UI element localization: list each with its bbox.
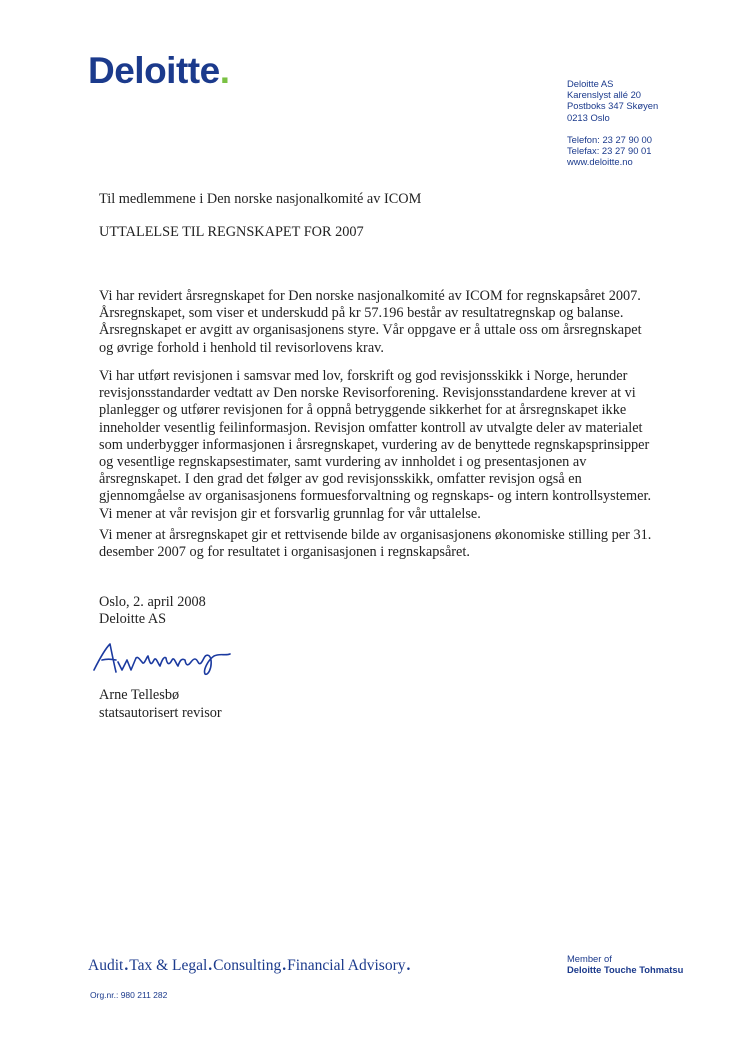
service-audit: Audit xyxy=(88,957,124,974)
paragraph-1: Vi har revidert årsregnskapet for Den norske nasjonalkomité av ICOM for regnskapsåret 2007. Årsregnskapet, som viser et underskudd på kr 57.196 består av resultatregnskap og balanse. Årsregnskapet er avgitt av organisasjonens styre. Vår oppgave er å uttale oss om årsregnskapet og øvrige forhold i henhold til revisorlovens krav. xyxy=(99,288,642,356)
recipient-line: Til medlemmene i Den norske nasjonalkomité av ICOM xyxy=(99,191,422,207)
member-of-label: Member of xyxy=(567,953,612,964)
firm-name: Deloitte AS xyxy=(99,611,167,627)
member-of-block xyxy=(567,953,683,975)
phone-line: Telefon: 23 27 90 00 xyxy=(567,133,652,145)
website-line: www.deloitte.no xyxy=(567,156,633,168)
address-line: 0213 Oslo xyxy=(567,111,610,123)
logo-dot: . xyxy=(219,50,230,91)
handwritten-signature xyxy=(90,640,260,685)
paragraph-2: Vi har utført revisjonen i samsvar med lov, forskrift og god revisjonsskikk i Norge, herunder revisjonsstandarder vedtatt av Den norske Revisorforening. Revisjonsstandardene krever at vi planlegger og utfører revisjonen for å oppnå betryggende sikkerhet for at årsregnskapet ikke inneholder vesentlig feilinformasjon. Revisjon omfatter kontroll av utvalgte deler av materialet som underbygger informasjonen i årsregnskapet, vurdering av de benyttede regnskapsprinsipper og vesentlige regnskapsestimater, samt vurdering av innholdet i og presentasjonen av årsregnskapet. I den grad det følger av god revisjonsskikk, omfatter revisjon også en gjennomgåelse av organisasjonens formuesforvaltning og regnskaps- og intern kontrollsystemer. Vi mener at vår revisjon gir et forsvarlig grunnlag for vår uttalelse. xyxy=(99,368,652,522)
place-date: Oslo, 2. april 2008 xyxy=(99,594,206,610)
logo-text: Deloitte xyxy=(88,50,220,91)
address-line: Karenslyst allé 20 xyxy=(567,89,641,101)
deloitte-logo xyxy=(88,52,229,89)
company-address-block xyxy=(567,78,658,167)
service-tax-legal: Tax & Legal xyxy=(129,957,208,974)
signer-name: Arne Tellesbø xyxy=(99,687,180,703)
member-of-name: Deloitte Touche Tohmatsu xyxy=(567,964,684,975)
org-number: Org.nr.: 980 211 282 xyxy=(90,990,168,1000)
paragraph-3: Vi mener at årsregnskapet gir et rettvisende bilde av organisasjonens økonomiske stilling per 31. desember 2007 og for resultatet i organisasjonen i regnskapsåret. xyxy=(99,527,652,561)
service-financial-advisory: Financial Advisory xyxy=(287,957,406,974)
services-tagline: Audit.Tax & Legal.Consulting.Financial Advisory. xyxy=(88,957,411,974)
service-consulting: Consulting xyxy=(213,957,282,974)
address-line: Deloitte AS xyxy=(567,78,614,89)
signer-title: statsautorisert revisor xyxy=(99,705,222,721)
letter-title: UTTALELSE TIL REGNSKAPET FOR 2007 xyxy=(99,224,364,240)
fax-line: Telefax: 23 27 90 01 xyxy=(567,145,652,157)
address-line: Postboks 347 Skøyen xyxy=(567,100,659,112)
